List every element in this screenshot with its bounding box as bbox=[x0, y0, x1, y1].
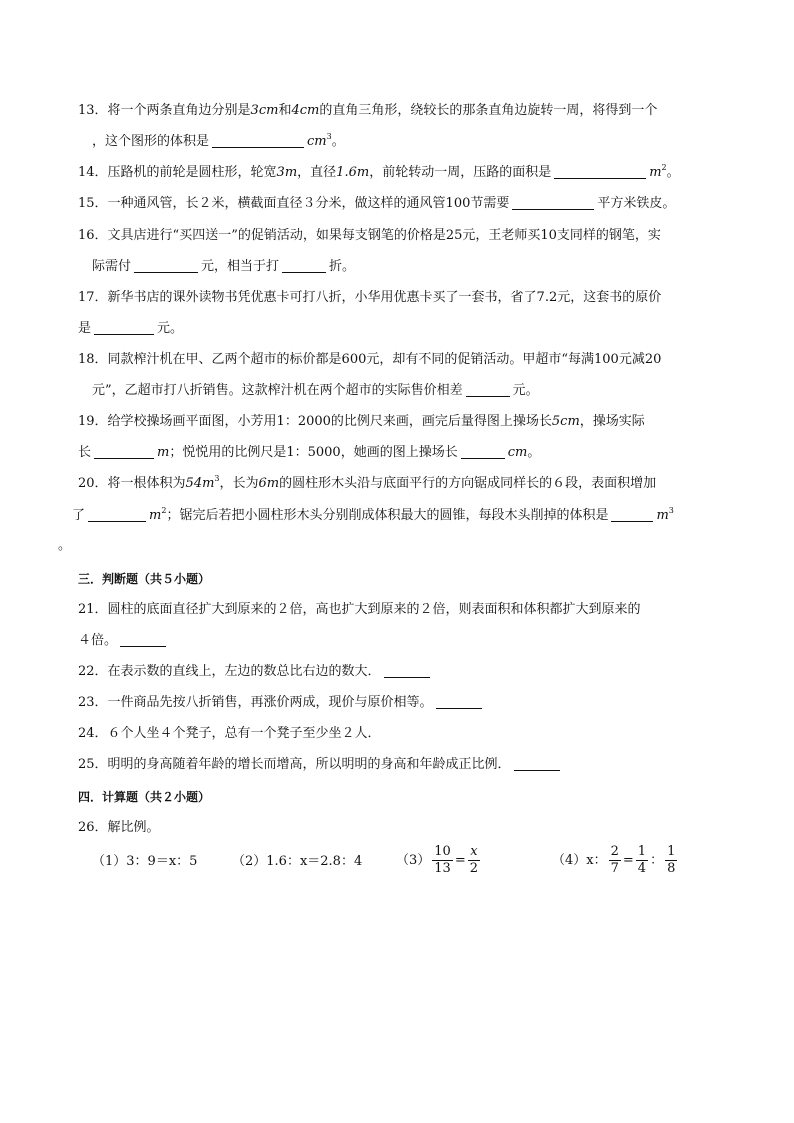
question-21: 21．圆柱的底面直径扩大到原来的２倍，高也扩大到原来的２倍，则表面积和体积都扩大到原来的 bbox=[78, 602, 641, 617]
question-23: 23．一件商品先按八折销售，再涨价两成，现价与原价相等。 bbox=[0, 693, 794, 713]
proportion-1: （1）3：9＝x：5 bbox=[92, 854, 198, 869]
question-19: 19．给学校操场画平面图，小芳用1：2000的比例尺来画，画完后量得图上操场长5cm，操场实际 bbox=[78, 414, 645, 429]
answer-blank[interactable] bbox=[436, 694, 482, 709]
answer-blank[interactable] bbox=[212, 133, 304, 148]
question-25: 25．明明的身高随着年龄的增长而增高，所以明明的身高和年龄成正比例． bbox=[0, 755, 794, 775]
fraction: $\frac{x}{2}$ bbox=[469, 844, 479, 876]
question-16: 16．文具店进行“买四送一”的促销活动，如果每支钢笔的价格是25元，王老师买10支同样的钢笔，实 bbox=[78, 228, 661, 243]
question-17-cont: 是 元。 bbox=[78, 321, 184, 336]
section-heading-calculation: 四．计算题（共２小题） bbox=[78, 790, 211, 804]
question-21-cont: ４倍。 bbox=[0, 631, 794, 651]
question-19-cont: 长 m；悦悦用的比例尺是1：5000，她画的图上操场长 cm。 bbox=[78, 445, 541, 460]
question-20-cont: 了 $m^2$；锯完后若把小圆柱形木头分别削成体积最大的圆锥，每段木头削掉的体积是 $m^3$ bbox=[72, 506, 674, 523]
answer-blank[interactable] bbox=[611, 507, 653, 522]
question-13: 13．将一个两条直角边分别是3cm和4cm的直角三角形，绕较长的那条直角边旋转一周，将得到一个 bbox=[78, 103, 658, 118]
answer-blank[interactable] bbox=[466, 382, 510, 397]
question-24: 24．６个人坐４个凳子，总有一个凳子至少坐２人． bbox=[78, 726, 381, 741]
question-17: 17．新华书店的课外读物书凭优惠卡可打八折，小华用优惠卡买了一套书，省了7.2元，这套书的原价 bbox=[78, 290, 662, 305]
answer-blank[interactable] bbox=[554, 164, 646, 179]
answer-blank[interactable] bbox=[94, 320, 154, 335]
answer-blank[interactable] bbox=[512, 195, 594, 210]
fraction: $\frac{1}{4}$ bbox=[637, 844, 647, 876]
answer-blank[interactable] bbox=[120, 632, 166, 647]
question-13-cont: ，这个图形的体积是 $cm^3$。 bbox=[92, 132, 345, 149]
proportion-4: （4）x： $\frac{2}{7}$ = $\frac{1}{4}$ ： $\frac{1}{8}$ bbox=[552, 844, 676, 876]
proportion-3: （3） $\frac{10}{13}$ = $\frac{x}{2}$ bbox=[396, 844, 479, 876]
fraction: $\frac{2}{7}$ bbox=[610, 844, 619, 876]
question-18-cont: 元”，乙超市打八折销售。这款榨汁机在两个超市的实际售价相差 元。 bbox=[92, 383, 539, 398]
answer-blank[interactable] bbox=[514, 756, 560, 771]
question-26: 26．解比例。 bbox=[78, 820, 160, 835]
question-22: 22．在表示数的直线上，左边的数总比右边的数大． bbox=[0, 662, 794, 682]
proportion-2: （2）1.6：x＝2.8：4 bbox=[232, 854, 363, 869]
question-16-cont: 际需付 元，相当于打 折。 bbox=[92, 259, 356, 274]
question-20: 20．将一根体积为$54m^3$，长为6m的圆柱形木头沿与底面平行的方向锯成同样长的６段，表面积增加 bbox=[78, 474, 657, 491]
answer-blank[interactable] bbox=[88, 507, 146, 522]
question-14: 14．压路机的前轮是圆柱形，轮宽3m，直径1.6m，前轮转动一周，压路的面积是 $m^2$。 bbox=[78, 163, 680, 180]
question-18: 18．同款榨汁机在甲、乙两个超市的标价都是600元，却有不同的促销活动。甲超市“每满100元减20 bbox=[78, 352, 662, 367]
answer-blank[interactable] bbox=[461, 444, 505, 459]
answer-blank[interactable] bbox=[384, 663, 430, 678]
answer-blank[interactable] bbox=[134, 258, 198, 273]
fraction: $\frac{10}{13}$ bbox=[434, 844, 451, 876]
answer-blank[interactable] bbox=[94, 444, 154, 459]
section-heading-judgment: 三．判断题（共５小题） bbox=[78, 572, 211, 586]
fraction: $\frac{1}{8}$ bbox=[667, 844, 676, 876]
question-15: 15．一种通风管，长２米，横截面直径３分米，做这样的通风管100节需要 平方米铁皮。 bbox=[78, 196, 676, 211]
answer-blank[interactable] bbox=[282, 258, 326, 273]
question-20-end: 。 bbox=[58, 538, 72, 553]
